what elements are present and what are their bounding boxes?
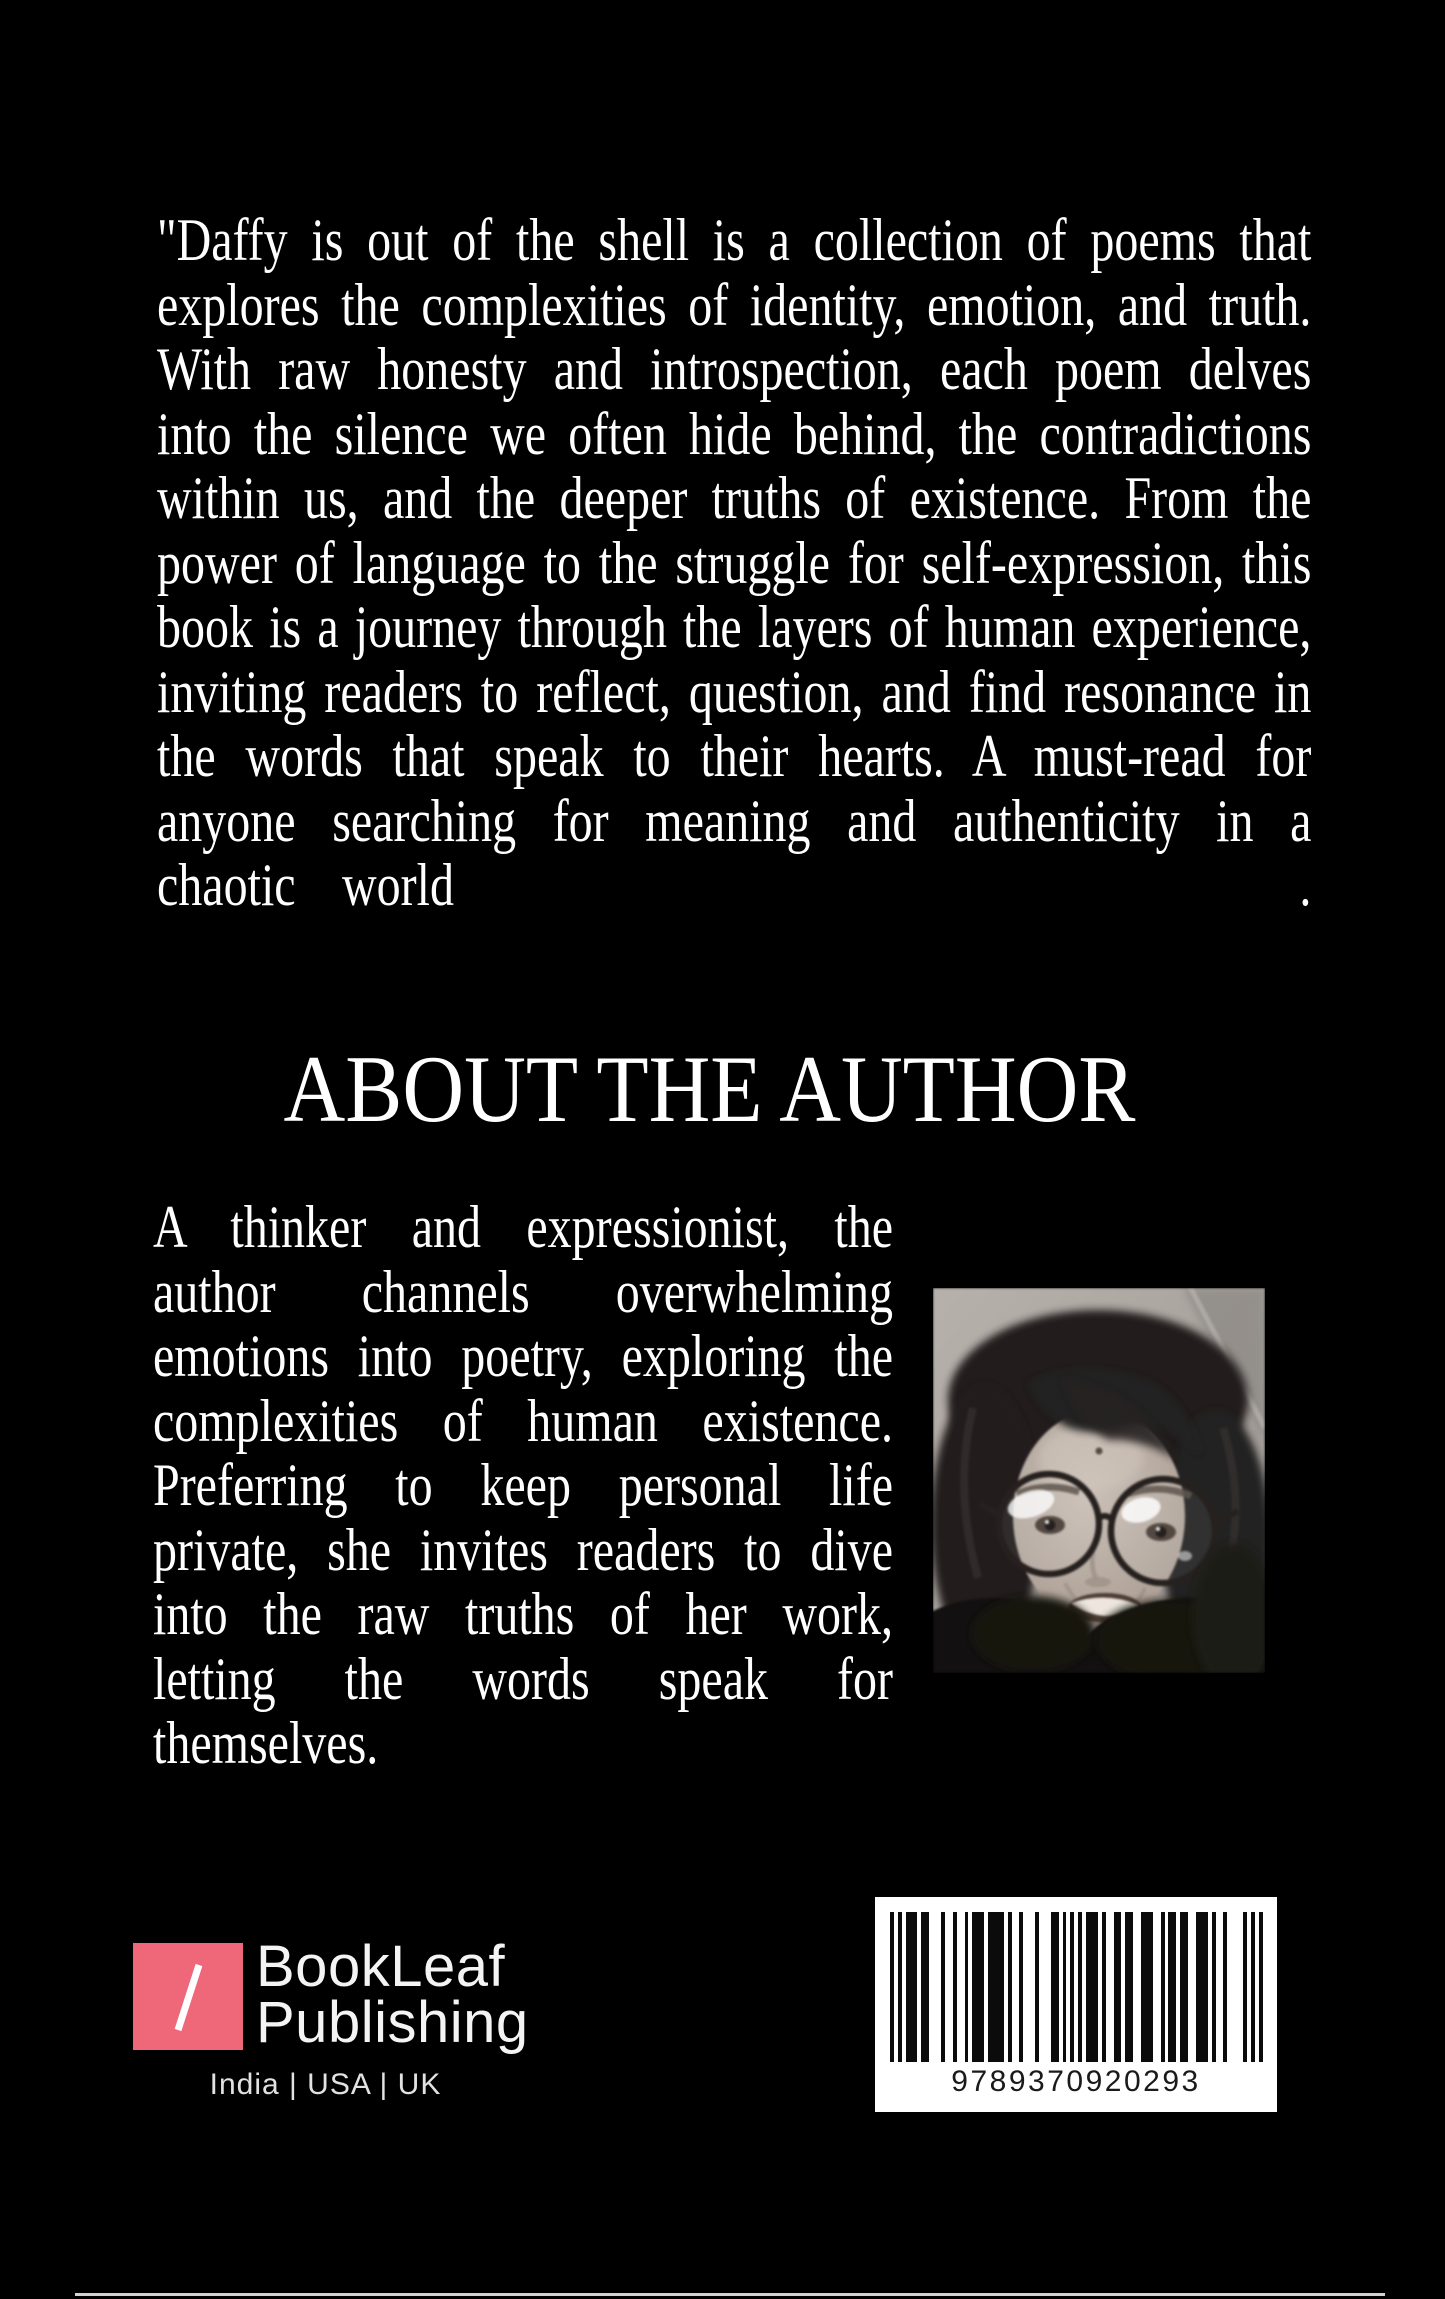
text-line: With raw honesty and introspection, each poem delves <box>157 336 1312 402</box>
text-line: complexities of human existence. <box>153 1387 893 1454</box>
text-line: power of language to the struggle for self-expression, this <box>157 529 1312 596</box>
synopsis-word: world <box>341 852 454 918</box>
about-the-author-heading: ABOUT THE AUTHOR <box>283 1036 1136 1142</box>
text-line: private, she invites readers to dive <box>153 1516 893 1583</box>
page-edge-line <box>75 2293 1385 2296</box>
text-line: letting the words speak for <box>153 1645 893 1712</box>
synopsis-word: chaotic <box>157 852 296 918</box>
isbn-number: 9789370920293 <box>951 2065 1201 2098</box>
author-bio-section <box>153 1196 893 1776</box>
barcode <box>875 1897 1277 2112</box>
text-line: emotions into poetry, exploring the <box>153 1323 893 1389</box>
text-line: into the silence we often hide behind, the contradictions <box>157 400 1312 467</box>
synopsis-last-line <box>157 853 1311 918</box>
author-bio-last-line: themselves. <box>153 1710 379 1776</box>
synopsis-period: . <box>1299 852 1312 918</box>
publisher-name-line2: Publishing <box>256 1990 529 2055</box>
publisher-regions: India | USA | UK <box>209 2068 442 2101</box>
barcode-module <box>1259 1912 1263 2062</box>
text-line: within us, and the deeper truths of existence. From the <box>157 465 1312 531</box>
text-line: book is a journey through the layers of human experience, <box>157 594 1312 660</box>
text-line: inviting readers to reflect, question, and find resonance in <box>157 658 1312 725</box>
slash-icon <box>133 1943 243 2050</box>
bookleaf-logo-mark <box>133 1943 243 2050</box>
text-line: "Daffy is out of the shell is a collection of poems that <box>157 207 1312 273</box>
text-line: into the raw truths of her work, <box>153 1581 893 1647</box>
text-line: A thinker and expressionist, the <box>153 1194 893 1260</box>
synopsis-text <box>157 208 1311 918</box>
publisher-name <box>256 1934 529 2055</box>
author-bio-text <box>153 1196 893 1776</box>
author-photo <box>933 1288 1265 1673</box>
barcode-bars <box>890 1912 1262 2062</box>
text-line: explores the complexities of identity, emotion, and truth. <box>157 271 1312 338</box>
publisher-name-line1: BookLeaf <box>256 1934 506 1999</box>
author-portrait-illustration <box>933 1288 1265 1673</box>
author-bio-lines <box>153 1196 893 1712</box>
text-line: author channels overwhelming <box>153 1258 893 1325</box>
synopsis-lines <box>157 208 1311 853</box>
text-line: the words that speak to their hearts. A must-read for <box>157 723 1312 789</box>
text-line: Preferring to keep personal life <box>153 1452 893 1518</box>
synopsis-section <box>157 208 1311 918</box>
text-line: anyone searching for meaning and authenticity in a <box>157 787 1312 854</box>
